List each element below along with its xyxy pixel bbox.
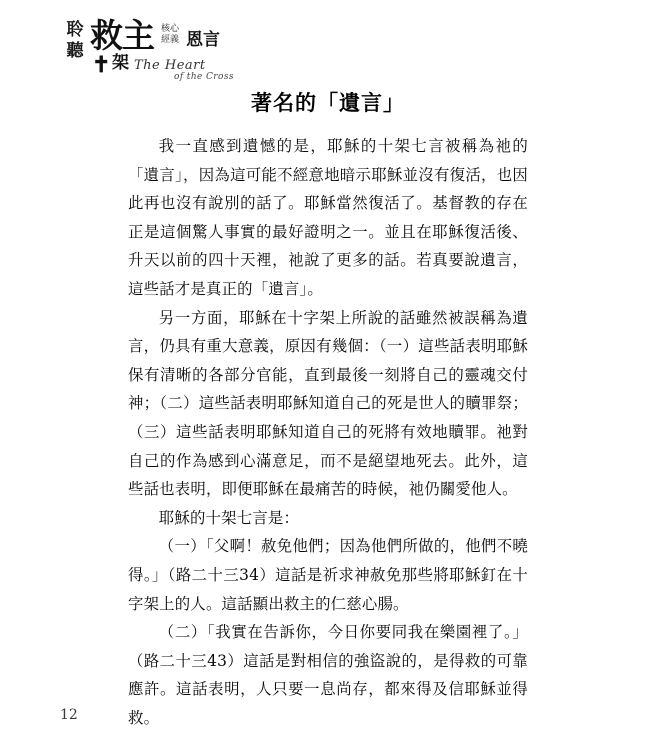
book-masthead-logo: [62, 18, 262, 80]
page-title: 著名的「遺言」: [251, 90, 405, 115]
page-number: 12: [60, 707, 78, 723]
masthead-script-text: The Heart: [134, 58, 206, 73]
masthead-subtitle-text: 核心經義: [160, 24, 179, 45]
page-content: [128, 88, 528, 732]
masthead-stack-text: 聆聽: [66, 20, 84, 61]
cross-icon: ✝: [92, 52, 111, 78]
masthead-title-text: 救主: [90, 16, 154, 55]
body-paragraph-5: （二）「我實在告訴你，今日你要同我在樂園裡了。」（路二十三43）這話是對相信的強盜說的，是得救的可靠應許。這話表明，人只要一息尚存，都來得及信耶穌並得救。: [128, 623, 528, 727]
masthead-arch-text: 架: [112, 53, 129, 73]
body-paragraph-3: 耶穌的十架七言是：: [158, 508, 300, 527]
body-paragraph-2: 另一方面，耶穌在十字架上所說的話雖然被誤稱為遺言，仍具有重大意義，原因有幾個：（一）這些話表明耶穌保有清晰的各部分官能，直到最後一刻將自己的靈魂交付神；（二）這些話表明耶穌知道自己的死是世人的贖罪祭；（三）這些話表明耶穌知道自己的死將有效地贖罪。祂對自己的作為感到心滿意足，而不是絕望地死去。此外，這些話也表明，即便耶穌在最痛苦的時候，祂仍關愛他人。: [128, 308, 528, 499]
body-paragraph-1: 我一直感到遺憾的是，耶穌的十架七言被稱為祂的「遺言」，因為這可能不經意地暗示耶穌並沒有復活，也因此再也沒有說別的話了。耶穌當然復活了。基督教的存在正是這個驚人事實的最好證明之一。並且在耶穌復活後、升天以前的四十天裡，祂說了更多的話。若真要說遺言，這些話才是真正的「遺言」。: [128, 137, 528, 298]
masthead-secondary-text: 恩言: [186, 30, 220, 50]
masthead-script-subtext: of the Cross: [174, 72, 234, 82]
body-paragraph-4: （一）「父啊！赦免他們；因為他們所做的，他們不曉得。」（路二十三34）這話是祈求神赦免那些將耶穌釘在十字架上的人。這話顯出救主的仁慈心腸。: [128, 537, 528, 613]
